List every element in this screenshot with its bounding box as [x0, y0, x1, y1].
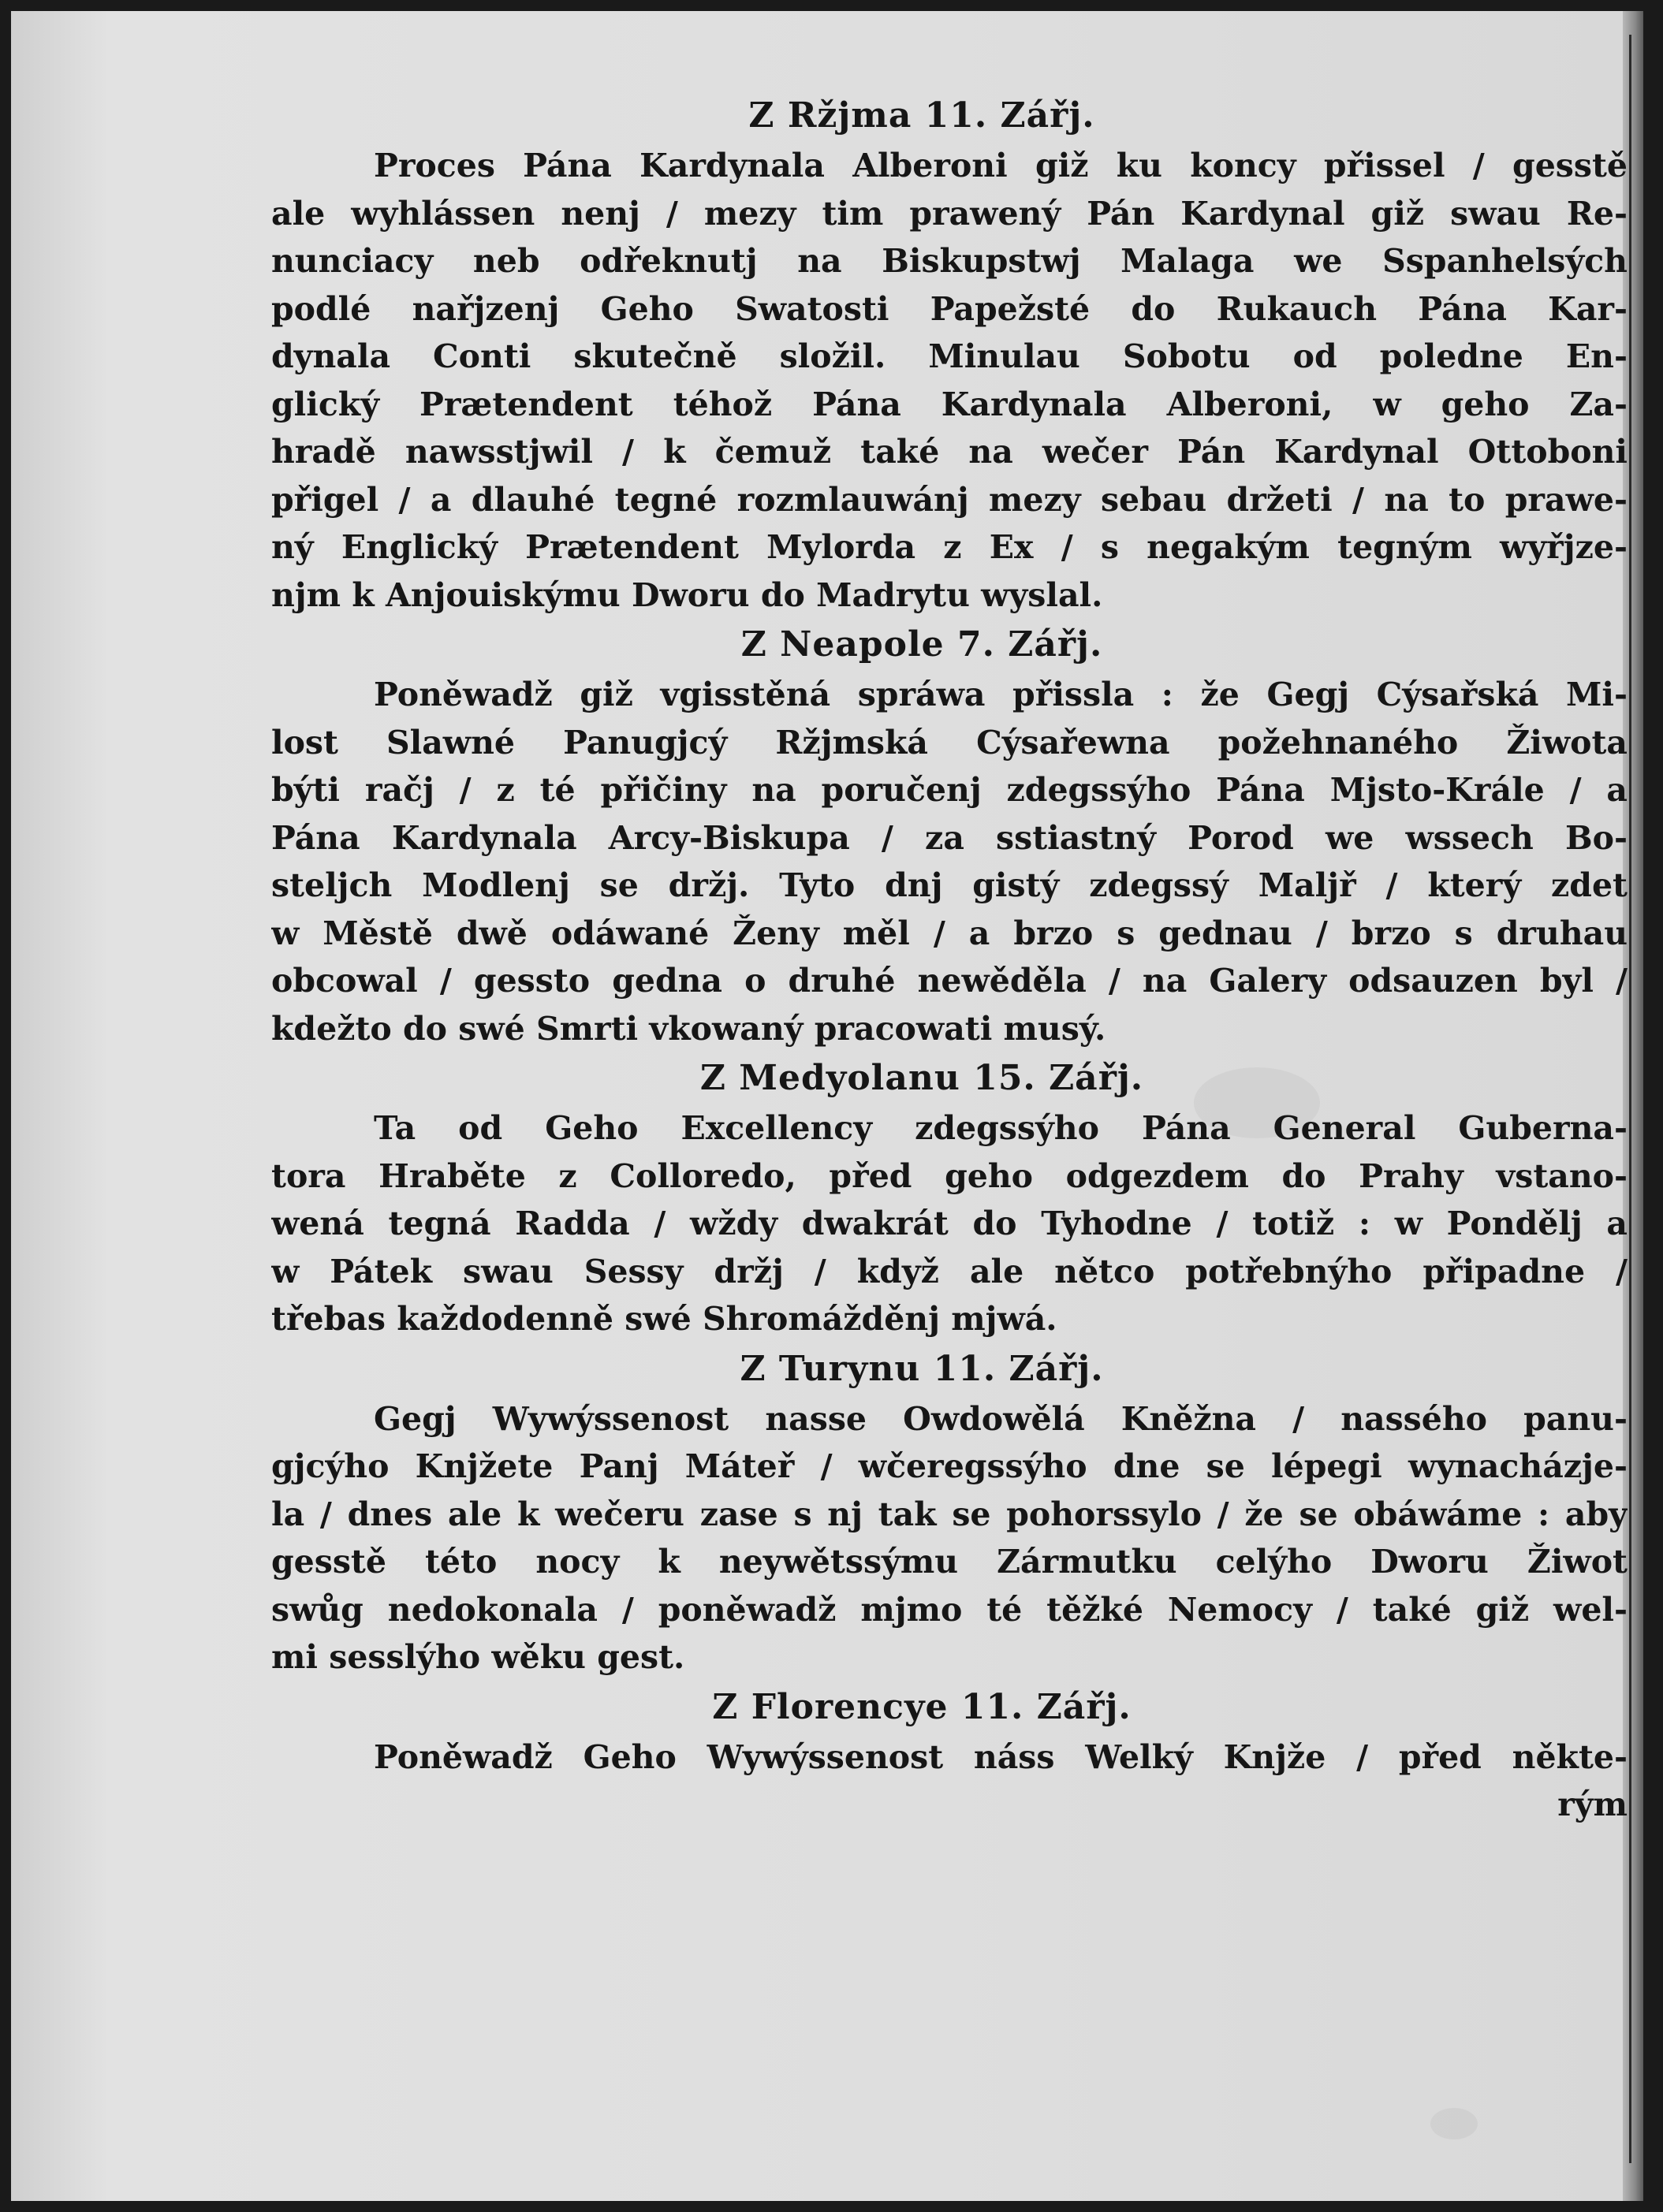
news-section-naples	[271, 619, 1628, 1052]
section-heading: Z Florencye 11. Zářj.	[712, 1686, 1132, 1727]
text-line: nunciacy neb odřeknutj na Biskupstwj Malaga we Sspanhelsých	[271, 242, 1628, 280]
text-line: glický Prætendent téhož Pána Kardynala Alberoni, w geho Za-	[271, 385, 1628, 423]
text-line: mi sesslýho wěku gest.	[271, 1638, 685, 1676]
page-edge-line	[1629, 35, 1631, 2163]
text-line: kdežto do swé Smrti vkowaný pracowati musý.	[271, 1009, 1106, 1048]
text-line: Pána Kardynala Arcy-Biskupa / za sstiastný Porod we wssech Bo-	[271, 818, 1628, 857]
section-heading: Z Neapole 7. Zářj.	[740, 624, 1103, 665]
text-line: Ta od Geho Excellency zdegssýho Pána General Guberna-	[374, 1109, 1628, 1147]
text-line: la / dnes ale k wečeru zase s nj tak se pohorssylo / že se obáwáme : aby	[271, 1495, 1628, 1533]
text-line: Poněwadž Geho Wywýssenost náss Welký Knjže / před někte-	[374, 1737, 1628, 1776]
text-line: w Městě dwě odáwané Ženy měl / a brzo s gednau / brzo s druhau	[271, 914, 1628, 952]
text-block	[271, 90, 1628, 1829]
text-line: přigel / a dlauhé tegné rozmlauwánj mezy sebau držeti / na to prawe-	[271, 480, 1628, 519]
text-line: steljch Modlenj se držj. Tyto dnj gistý zdegssý Maljř / který zdet	[271, 866, 1628, 904]
text-line: lost Slawné Panugjcý Ržjmská Cýsařewna požehnaného Žiwota	[271, 723, 1628, 762]
text-line: w Pátek swau Sessy držj / když ale nětco potřebnýho připadne /	[271, 1252, 1628, 1290]
section-heading: Z Ržjma 11. Zářj.	[748, 95, 1095, 136]
text-line: wená tegná Radda / wždy dwakrát do Tyhodne / totiž : w Pondělj a	[271, 1205, 1628, 1242]
text-line: býti račj / z té přičiny na poručenj zdegssýho Pána Mjsto-Krále / a	[271, 771, 1628, 809]
text-line: Proces Pána Kardynala Alberoni giž ku koncy přissel / gesstě	[374, 147, 1628, 184]
text-line: gjcýho Knjžete Panj Máteř / wčeregssýho dne se lépegi wynacházje-	[271, 1447, 1628, 1485]
text-line: gesstě této nocy k neywětssýmu Zármutku celýho Dworu Žiwot	[271, 1543, 1628, 1581]
text-line: njm k Anjouiskýmu Dworu do Madrytu wyslal.	[271, 575, 1103, 614]
text-line: Gegj Wywýssenost nasse Owdowělá Kněžna / nassého panu-	[374, 1399, 1628, 1438]
catchword: rým	[1557, 1786, 1628, 1823]
paper-stain	[1430, 2108, 1478, 2139]
section-heading: Z Medyolanu 15. Zářj.	[699, 1058, 1144, 1098]
text-line: tora Hraběte z Colloredo, před geho odgezdem do Prahy vstano-	[271, 1156, 1628, 1195]
document-page	[11, 11, 1643, 2201]
text-line: hradě nawsstjwil / k čemuž také na wečer Pán Kardynal Ottoboni	[271, 433, 1628, 471]
text-line: swůg nedokonala / poněwadž mjmo té těžké Nemocy / také giž wel-	[271, 1590, 1628, 1629]
news-section-turin	[271, 1343, 1628, 1681]
news-section-rome	[271, 90, 1628, 619]
text-line: ný Englický Prætendent Mylorda z Ex / s negakým tegným wyřjze-	[271, 528, 1628, 566]
section-heading: Z Turynu 11. Zářj.	[740, 1348, 1104, 1389]
text-line: Poněwadž giž vgisstěná spráwa přissla : že Gegj Cýsařská Mi-	[374, 676, 1628, 713]
text-line: obcowal / gessto gedna o druhé newěděla / na Galery odsauzen byl /	[271, 962, 1628, 1000]
news-section-milan	[271, 1052, 1628, 1343]
text-line: třebas každodenně swé Shromážděnj mjwá.	[271, 1300, 1057, 1338]
text-line: ale wyhlássen nenj / mezy tim prawený Pán Kardynal giž swau Re-	[271, 194, 1628, 233]
news-section-florence	[271, 1681, 1628, 1782]
text-line: podlé nařjzenj Geho Swatosti Papežsté do Rukauch Pána Kar-	[271, 289, 1628, 328]
text-line: dynala Conti skutečně složil. Minulau Sobotu od poledne En-	[271, 337, 1628, 375]
